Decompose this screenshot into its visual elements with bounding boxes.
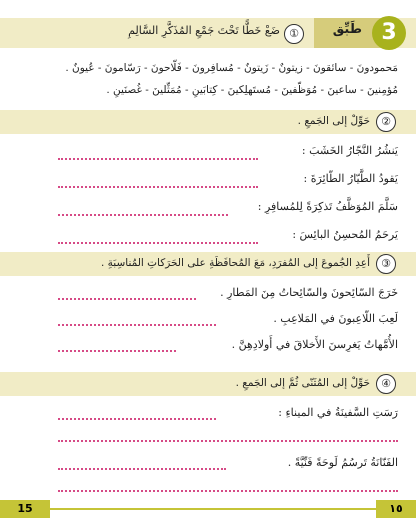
section-3-number: ③ <box>376 254 396 274</box>
section-3-sentence-2: لَعِبَ اللّاعِبونَ في المَلاعِبِ . <box>273 312 398 325</box>
exercise-title: طَبِّق <box>332 22 362 37</box>
instruction-number-badge: ① <box>284 24 304 44</box>
answer-line[interactable] <box>58 242 258 244</box>
answer-line[interactable] <box>58 418 216 420</box>
answer-line[interactable] <box>58 214 228 216</box>
section-2-sentence-3: سَلَّمَ المُوَظَّفُ تَذكِرَةً لِلمُسافِرِ : <box>257 200 398 213</box>
section-3-row <box>18 286 398 308</box>
answer-line[interactable] <box>58 490 398 492</box>
answer-line[interactable] <box>58 468 226 470</box>
section-3-sentence-3: الأُمَّهاتُ يَغرِسنَ الأَخلاقَ في أَولادِهِنَّ . <box>231 338 398 351</box>
page-number-left: 15 <box>0 500 50 518</box>
section-4-sentence-1: رَسَتِ السَّفينَةُ في الميناءِ : <box>278 406 398 419</box>
section-2-row <box>18 144 398 166</box>
footer-rule <box>50 508 376 510</box>
word-list-line-2: مُؤمِنينَ - ساعينَ - مُوَظّفينَ - مُستَهلِكينَ - كِتابَينِ - مُمَثِّلينَ - غُصنَينِ . <box>106 84 398 96</box>
section-2-row <box>18 228 398 250</box>
section-3-sentence-1: خَرَجَ السّائِحونَ والسّائِحاتُ مِنَ المَطارِ . <box>220 286 398 299</box>
section-2-instruction: حَوِّلْ إلى الجَمعِ . <box>297 115 370 127</box>
section-3-bar <box>0 252 416 276</box>
answer-line[interactable] <box>58 350 176 352</box>
section-2-bar <box>0 110 416 134</box>
answer-line[interactable] <box>58 440 398 442</box>
section-3-instruction: أَعِدِ الجُموعَ إلى المُفرَدِ، مَعَ المُحافَظَةِ على الحَرَكاتِ المُناسِبَةِ . <box>100 257 370 269</box>
section-2-row <box>18 200 398 222</box>
page-number-right: ١٥ <box>376 500 416 518</box>
section-2-row <box>18 172 398 194</box>
section-4-instruction: حَوِّلْ إلى المُثَنّى ثُمَّ إلى الجَمعِ . <box>235 377 370 389</box>
exercise-number-badge: 3 <box>372 16 406 50</box>
section-3-row <box>18 312 398 334</box>
answer-line[interactable] <box>58 158 258 160</box>
section-4-row <box>18 456 398 478</box>
section-4-number: ④ <box>376 374 396 394</box>
answer-line[interactable] <box>58 186 258 188</box>
answer-line[interactable] <box>58 324 216 326</box>
section-3-row <box>18 338 398 360</box>
section-4-sentence-2: الفَنّانَةُ تَرسُمُ لَوحَةً فَنِّيَّةً . <box>287 456 398 469</box>
section-4-bar <box>0 372 416 396</box>
section-2-number: ② <box>376 112 396 132</box>
word-list-line-1: مَحمودونَ - سائقونَ - زيتونٌ - زَيتونٌ - مُسافِرونَ - فَلّاحونَ - رَسّامونَ - عُيونٌ . <box>65 62 398 74</box>
section-2-sentence-1: يَنشُرُ النَّجّارُ الخَشَبَ : <box>301 144 398 157</box>
section-2-sentence-4: يَرحَمُ المُحسِنُ البائِسَ : <box>292 228 398 241</box>
answer-line[interactable] <box>58 298 196 300</box>
exercise-instruction: ضَعْ خَطًّا تَحْتَ جَمْعِ المُذَكَّرِ السَّالِمِ <box>128 24 280 37</box>
section-2-sentence-2: يَقودُ الطَّيّارُ الطّائِرَةَ : <box>303 172 398 185</box>
section-4-row <box>18 406 398 428</box>
